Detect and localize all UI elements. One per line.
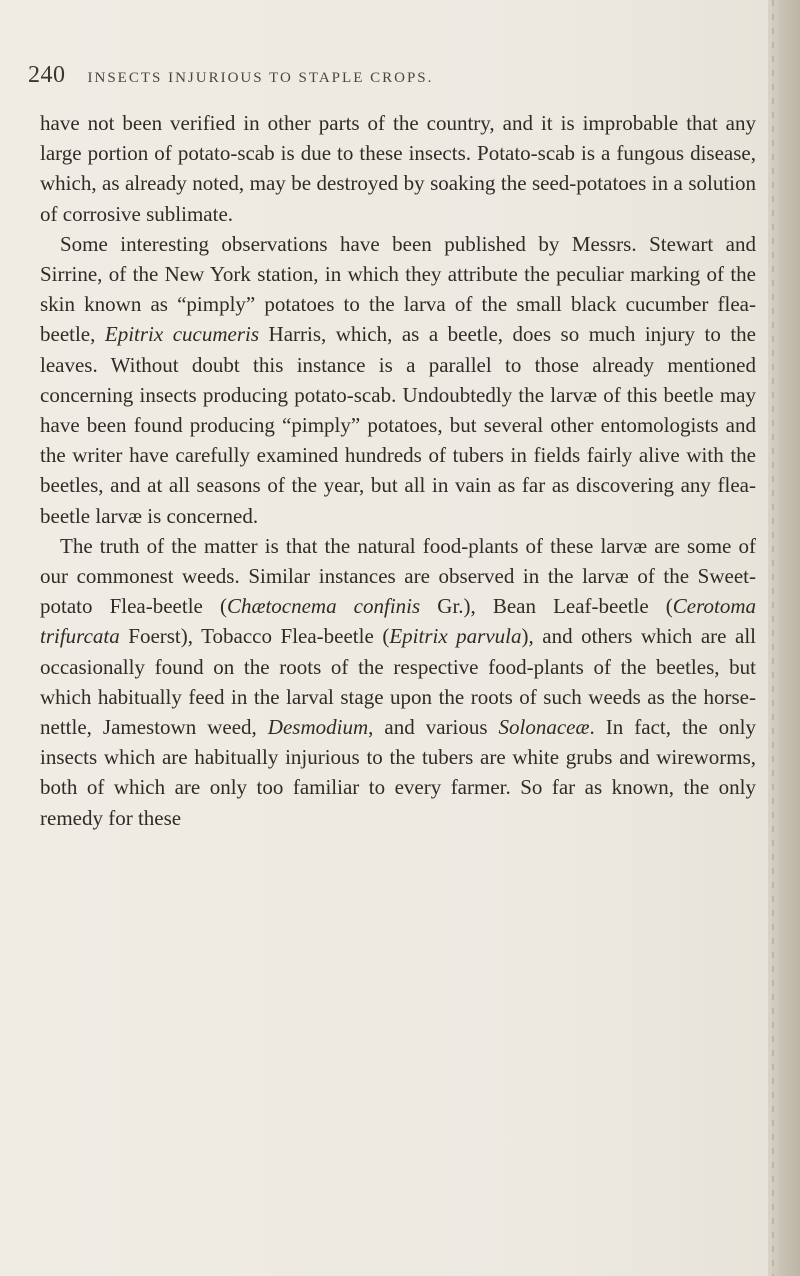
paragraph xyxy=(40,229,756,531)
page-header xyxy=(28,62,748,92)
text-run: Foerst), Tobacco Flea-beetle ( xyxy=(119,624,390,649)
italic-term: Solonaceæ xyxy=(498,715,590,740)
text-run: , and various xyxy=(368,715,499,740)
text-run: The truth of the matter is that the natural food-plants of these larvæ are some of our commonest weeds. Similar instances are observed in the larvæ of the Sweet-potato Flea-beetle ( xyxy=(40,533,756,619)
text-run: Harris, which, as a beetle, does so much injury to the leaves. Without doubt this instance is a parallel to those already mentioned concerning insects producing potato-scab. Undoubtedly the larvæ of this beetle may have been found producing “pimply” potatoes, but several other entomologists and the writer have carefully examined hundreds of tubers in fields fairly alive with the beetles, and at all seasons of the year, but all in vain as far as discovering any flea-beetle larvæ is concerned. xyxy=(40,322,756,528)
page-edge xyxy=(768,0,800,1276)
italic-term: Epitrix parvula xyxy=(389,624,522,649)
paragraph xyxy=(40,108,756,229)
italic-term: Chætocnema confinis xyxy=(226,594,421,619)
body-text xyxy=(40,108,756,833)
italic-term: Cerotoma trifurcata xyxy=(40,594,756,649)
text-run: . In fact, the only insects which are habitually injurious to the tubers are white grubs and wireworms, both of which are only too familiar to every farmer. So far as known, the only remedy for these xyxy=(40,715,756,830)
text-run: Gr.), Bean Leaf-beetle ( xyxy=(420,594,673,619)
text-run: ), and others which are all occasionally found on the roots of the respective food-plants of the beetles, but which habitually feed in the larval stage upon the roots of such weeds as the horse-nettle, Jamestown weed, xyxy=(40,624,756,740)
text-run: have not been verified in other parts of the country, and it is improbable that any large portion of potato-scab is due to these insects. Potato-scab is a fungous disease, which, as already noted, may be destroyed by soaking the seed-potatoes in a solution of corrosive sublimate. xyxy=(40,111,756,226)
running-head: INSECTS INJURIOUS TO STAPLE CROPS. xyxy=(87,70,434,86)
text-run: Some interesting observations have been published by Messrs. Stewart and Sirrine, of the New York station, in which they attribute the peculiar marking of the skin known as “pimply” potatoes to the larva of the small black cucumber flea-beetle, xyxy=(40,231,756,347)
italic-term: Epitrix cucumeris xyxy=(104,322,260,347)
page-number: 240 xyxy=(28,62,66,88)
paragraph xyxy=(40,531,756,833)
italic-term: Desmodium xyxy=(267,715,369,740)
